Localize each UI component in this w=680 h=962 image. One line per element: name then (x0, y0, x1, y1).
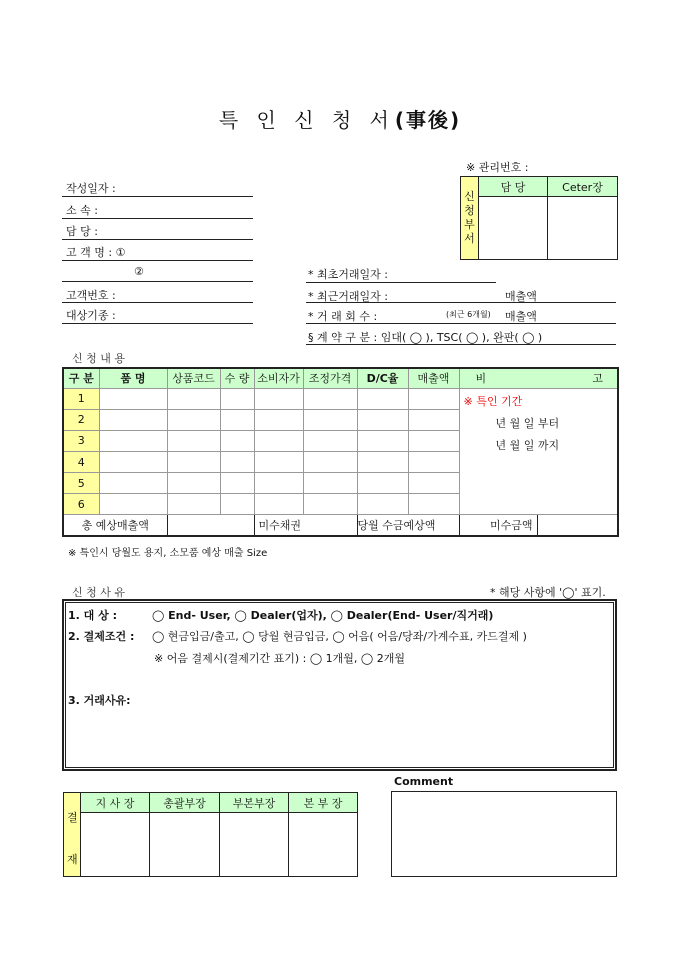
dept-box-col2: Ceter장 (548, 177, 618, 197)
approval-header-general: 총괄부장 (150, 793, 220, 813)
apply-footer-row (63, 515, 618, 536)
date-label: 작성일자 : (66, 182, 116, 195)
footer-collection-label: 당월 수금예상액 (357, 515, 459, 536)
cell-code[interactable] (167, 409, 220, 430)
footer-receivable-label: 미수채권 (254, 515, 303, 536)
header-dc-rate: D/C율 (357, 368, 408, 388)
cell-sales[interactable] (408, 451, 459, 472)
cell-dc[interactable] (357, 494, 408, 515)
count-label: * 거 래 회 수 : (308, 310, 378, 323)
dept-box-sign1[interactable] (479, 197, 548, 260)
approval-side (64, 793, 81, 877)
count-line[interactable] (306, 323, 616, 324)
cell-adjusted[interactable] (303, 473, 357, 494)
comment-box[interactable] (391, 791, 617, 877)
date-line[interactable] (62, 196, 253, 197)
reason-line1-options[interactable]: ◯ End- User, ◯ Dealer(업자), ◯ Dealer(End- User/직거래) (152, 609, 494, 622)
size-note: ※ 특인시 당월도 용지, 소모품 예상 매출 Size (68, 548, 268, 559)
title-main: 특 인 신 청 서 (218, 108, 395, 132)
cell-qty[interactable] (220, 451, 254, 472)
approval-side-top: 결 (67, 811, 78, 824)
title-suffix: (事後) (394, 108, 462, 132)
header-retail-price: 소비자가 (254, 368, 303, 388)
cell-item[interactable] (99, 430, 167, 451)
cell-dc[interactable] (357, 451, 408, 472)
cell-qty[interactable] (220, 473, 254, 494)
cell-code[interactable] (167, 451, 220, 472)
first-date-line[interactable] (306, 282, 496, 283)
cell-sales[interactable] (408, 494, 459, 515)
cell-retail[interactable] (254, 473, 303, 494)
cell-retail[interactable] (254, 409, 303, 430)
period-to: 년 월 일 까지 (495, 438, 560, 452)
reason-line4: 3. 거래사유: (68, 694, 131, 707)
cell-code[interactable] (167, 388, 220, 409)
footer-total-value[interactable] (167, 515, 254, 536)
dept-line[interactable] (62, 218, 253, 219)
cell-qty[interactable] (220, 430, 254, 451)
cell-adjusted[interactable] (303, 451, 357, 472)
manager-line[interactable] (62, 239, 253, 240)
dept-box-side: 신 청 부 서 (461, 177, 479, 260)
cell-qty[interactable] (220, 494, 254, 515)
cell-dc[interactable] (357, 473, 408, 494)
customer-line[interactable] (62, 260, 253, 261)
header-category: 구 분 (63, 368, 99, 388)
mgmt-no-label: ※ 관리번호 : (466, 161, 529, 174)
approval-table (63, 792, 358, 877)
cell-sales[interactable] (408, 388, 459, 409)
footer-receivable-value[interactable] (303, 515, 357, 536)
cell-item[interactable] (99, 388, 167, 409)
cell-retail[interactable] (254, 494, 303, 515)
dept-box (460, 176, 618, 260)
header-remark-1: 비 (459, 368, 537, 388)
row-number: 6 (63, 494, 99, 515)
sales2-label: 매출액 (505, 310, 537, 323)
contract-line (306, 344, 616, 345)
apply-table (62, 367, 619, 537)
first-date-label: * 최초거래일자 : (308, 268, 388, 281)
row-number: 1 (63, 388, 99, 409)
reason-line2-head: 2. 결제조건 : (68, 630, 135, 643)
approval-sign-deputy[interactable] (220, 813, 289, 877)
comment-label: Comment (394, 775, 454, 788)
header-quantity: 수 량 (220, 368, 254, 388)
dept-box-col1: 담 당 (479, 177, 548, 197)
reason-box (62, 599, 617, 771)
contract-label[interactable]: § 계 약 구 분 : 임대( ◯ ), TSC( ◯ ), 완판( ◯ ) (308, 331, 543, 344)
cell-code[interactable] (167, 473, 220, 494)
cell-adjusted[interactable] (303, 388, 357, 409)
header-sales: 매출액 (408, 368, 459, 388)
approval-sign-head[interactable] (289, 813, 358, 877)
target-line[interactable] (62, 323, 253, 324)
reason-line1-head: 1. 대 상 : (68, 609, 117, 622)
cell-code[interactable] (167, 430, 220, 451)
cell-item[interactable] (99, 451, 167, 472)
cell-adjusted[interactable] (303, 494, 357, 515)
recent-date-line[interactable] (306, 302, 616, 303)
count-note: (최근 6개월) (446, 310, 491, 319)
customer2-line[interactable] (62, 281, 253, 282)
header-product-code: 상품코드 (167, 368, 220, 388)
dept-label: 소 속 : (66, 204, 98, 217)
header-adjusted-price: 조정가격 (303, 368, 357, 388)
page-title (0, 104, 680, 133)
row-number: 3 (63, 430, 99, 451)
cust-no-line[interactable] (62, 302, 253, 303)
footer-total-label: 총 예상매출액 (63, 515, 167, 536)
period-from: 년 월 일 부터 (495, 416, 560, 430)
cell-dc[interactable] (357, 409, 408, 430)
section1-label: 신 청 내 용 (72, 352, 125, 365)
dept-box-sign2[interactable] (548, 197, 618, 260)
approval-header-head: 본 부 장 (289, 793, 358, 813)
cell-item[interactable] (99, 473, 167, 494)
approval-sign-branch[interactable] (81, 813, 150, 877)
recent-date-label: * 최근거래일자 : (308, 290, 388, 303)
header-remark-2: 고 (537, 368, 618, 388)
customer2-label: ② (134, 265, 144, 278)
target-label: 대상기종 : (66, 309, 116, 322)
row-number: 4 (63, 451, 99, 472)
cell-sales[interactable] (408, 473, 459, 494)
section2-note: * 해당 사항에 '◯' 표기. (490, 586, 606, 599)
period-label: ※ 특인 기간 (463, 394, 523, 408)
row-number: 2 (63, 409, 99, 430)
customer-label: 고 객 명 : ① (66, 246, 126, 259)
cell-adjusted[interactable] (303, 430, 357, 451)
cell-sales[interactable] (408, 430, 459, 451)
sales-label: 매출액 (505, 290, 537, 303)
table-row (63, 388, 618, 409)
remark-cell[interactable] (459, 388, 618, 515)
cell-sales[interactable] (408, 409, 459, 430)
approval-side-bottom: 재 (67, 853, 78, 866)
apply-header-row (63, 368, 618, 388)
approval-header-branch: 지 사 장 (81, 793, 150, 813)
reason-line2-options[interactable]: ◯ 현금입금/출고, ◯ 당월 현금입금, ◯ 어음( 어음/당좌/가계수표, 카드결제 ) (152, 630, 527, 643)
reason-line3[interactable]: ※ 어음 결제시(결제기간 표기) : ◯ 1개월, ◯ 2개월 (154, 652, 405, 665)
footer-unpaid-label: 미수금액 (459, 515, 537, 536)
approval-header-deputy: 부본부장 (220, 793, 289, 813)
cell-item[interactable] (99, 494, 167, 515)
cell-qty[interactable] (220, 388, 254, 409)
cust-no-label: 고객번호 : (66, 289, 116, 302)
cell-dc[interactable] (357, 430, 408, 451)
footer-unpaid-value[interactable] (537, 515, 618, 536)
approval-sign-general[interactable] (150, 813, 220, 877)
cell-dc[interactable] (357, 388, 408, 409)
cell-code[interactable] (167, 494, 220, 515)
cell-retail[interactable] (254, 430, 303, 451)
section2-label: 신 청 사 유 (72, 586, 125, 599)
cell-adjusted[interactable] (303, 409, 357, 430)
cell-retail[interactable] (254, 388, 303, 409)
cell-qty[interactable] (220, 409, 254, 430)
header-item-name: 품 명 (99, 368, 167, 388)
row-number: 5 (63, 473, 99, 494)
cell-retail[interactable] (254, 451, 303, 472)
cell-item[interactable] (99, 409, 167, 430)
manager-label: 담 당 : (66, 225, 98, 238)
